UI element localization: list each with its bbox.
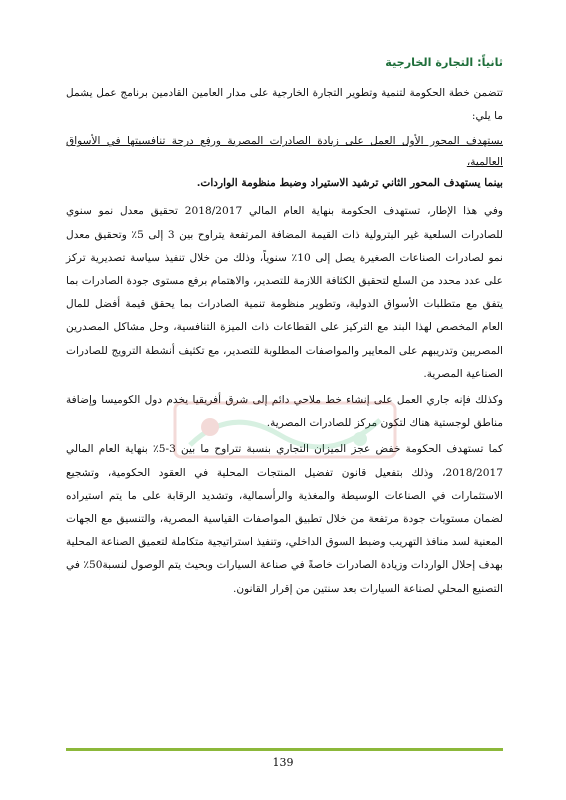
document-body xyxy=(66,55,503,604)
intro-paragraph: تتضمن خطة الحكومة لتنمية وتطوير التجارة الخارجية على مدار العامين القادمين برنامج عمل يشمل ما يلي: xyxy=(66,87,503,123)
africa-paragraph: وكذلك فإنه جاري العمل على إنشاء خط ملاحي دائم إلى شرق أفريقيا يخدم دول الكوميسا وإضافة مناطق لوجستية هناك لتكون مركز للصادرات المصرية. xyxy=(66,394,503,430)
exports-paragraph: وفي هذا الإطار، تستهدف الحكومة بنهاية العام المالي 2018/2017 تحقيق معدل نمو سنوي للصادرات السلعية غير البترولية ذات القيمة المضافة المرتفعة يتراوح بين 3 إلى 5٪ وتحقيق معدل نمو لصادرات الصناعات الصغيرة يصل إلى 10٪ سنوياً، وذلك من خلال تنفيذ سياسة تصديرية تركز على عدد محدد من السلع لتحقيق الكثافة اللازمة للتصدير، والاهتمام برفع مستوى جودة الصادرات بما يتفق مع متطلبات الأسواق الدولية، وتطوير منظومة تنمية الصادرات بما يحقق قيمة أفضل للمال العام المخصص لهذا البند مع التركيز على القطاعات ذات الميزة التنافسية، وحل مشاكل المصدرين المصريين وتدريبهم على المعايير والمواصفات المطلوبة للتصدير، مع تكثيف أنشطة الترويج للصادرات الصناعية المصرية. xyxy=(66,205,504,380)
trade-deficit-paragraph: كما تستهدف الحكومة خفض عجز الميزان التجاري بنسبة تتراوح ما بين 3-5٪ بنهاية العام المالي 2018/2017، وذلك بتفعيل قانون تفضيل المنتجات المحلية في العقود الحكومية، وتشجيع الاستثمارات في الصناعات الوسيطة والمغذية والرأسمالية، وتشديد الرقابة على ما يتم استيراده لضمان مستويات جودة مرتفعة من خلال تطبيق المواصفات القياسية المصرية، والتنسيق مع الجهات المعنية لسد منافذ التهريب وضبط السوق الداخلي، وتنفيذ استراتيجية متكاملة لتعميق الصناعة المحلية بهدف إحلال الواردات وزيادة الصادرات خاصةً في صناعة السيارات وبحيث يتم الوصول لنسبة50٪ في التصنيع المحلي لصناعة السيارات بعد سنتين من إقرار القانون. xyxy=(66,443,503,595)
second-axis-text: بينما يستهدف المحور الثاني ترشيد الاستيراد وضبط منظومة الواردات. xyxy=(196,177,503,190)
page-number: 139 xyxy=(272,756,294,769)
footer-divider xyxy=(66,748,503,751)
axes-paragraph xyxy=(66,131,503,194)
section-heading: ثانياً: التجارة الخارجية xyxy=(385,56,503,69)
first-axis-text: يستهدف المحور الأول العمل على زيادة الصادرات المصرية ورفع درجة تنافسيتها في الأسواق العالمية، xyxy=(66,135,503,169)
